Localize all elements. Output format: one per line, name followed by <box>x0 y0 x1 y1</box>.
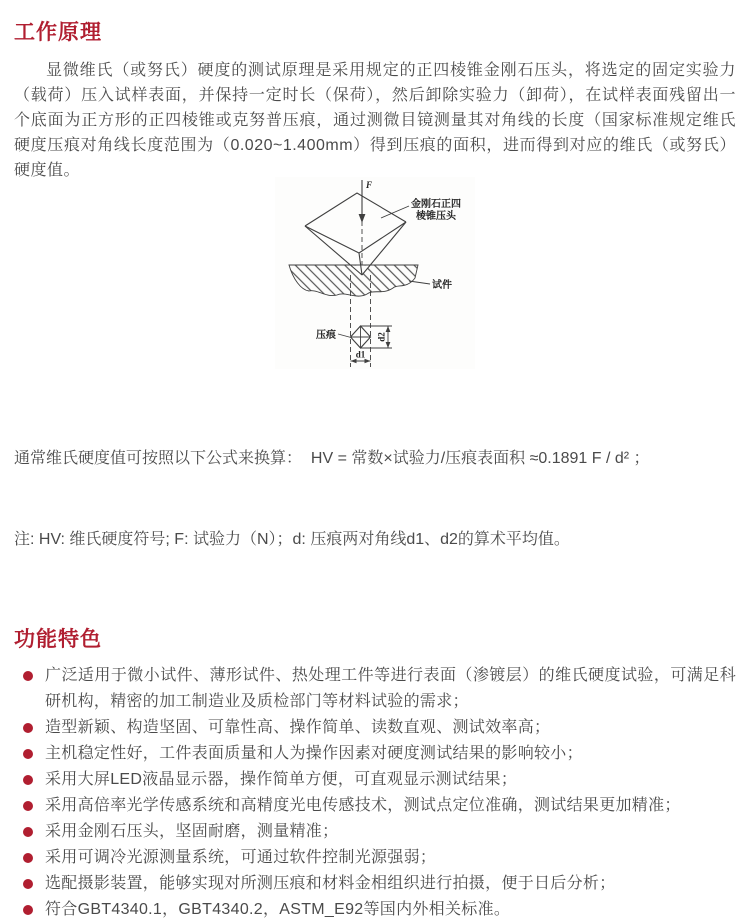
specimen-label-group <box>409 278 452 291</box>
indenter-label <box>381 197 461 222</box>
list-item <box>14 819 736 845</box>
working-principle-heading: 工作原理 <box>14 21 102 44</box>
d1-dimension <box>351 350 371 364</box>
list-item-text: 符合GBT4340.1，GBT4340.2，ASTM_E92等国内外相关标准。 <box>45 901 511 918</box>
bullet-icon <box>23 749 33 759</box>
list-item <box>14 793 736 819</box>
bullet-icon <box>23 723 33 733</box>
list-item-text: 采用大屏LED液晶显示器，操作简单方便，可直观显示测试结果； <box>45 771 518 788</box>
indentation-label-group <box>316 328 351 341</box>
force-arrow <box>359 180 372 223</box>
indenter-diagram <box>275 177 475 369</box>
features-heading: 功能特色 <box>14 628 102 651</box>
list-item-text: 选配摄影装置，能够实现对所测压痕和材料金相组织进行拍摄，便于日后分析； <box>45 875 616 892</box>
list-item <box>14 897 736 923</box>
list-item-text: 造型新颖、构造坚固、可靠性高、操作简单、读数直观、测试效率高； <box>45 719 551 736</box>
bullet-icon <box>23 827 33 837</box>
d1-label: d1 <box>355 349 366 360</box>
specimen-block <box>289 265 418 296</box>
list-item <box>14 871 736 897</box>
force-label: F <box>366 180 373 190</box>
list-item-text: 采用可调冷光源测量系统，可通过软件控制光源强弱； <box>45 849 437 866</box>
d2-label: d2 <box>376 332 387 342</box>
indenter-label-line2: 棱锥压头 <box>416 211 456 222</box>
bullet-icon <box>23 775 33 785</box>
indenter-diagram-figure <box>275 177 475 369</box>
bullet-icon <box>23 801 33 811</box>
pyramid-indenter <box>305 193 406 275</box>
working-principle-paragraph: 显微维氏（或努氏）硬度的测试原理是采用规定的正四棱锥金刚石压头，将选定的固定实验力（载荷）压入试样表面，并保持一定时长（保荷），然后卸除实验力（卸荷），在试样表面残留出一个底面为正方形的正四棱锥或克努普压痕，通过测微目镜测量其对角线的长度（国家标准规定维氏硬度压痕对角线长度范围为（0.020~1.400mm）得到压痕的面积，进而得到对应的维氏（或努氏）硬度值。 <box>14 62 736 179</box>
list-item <box>14 741 736 767</box>
list-item-text: 主机稳定性好，工件表面质量和人为操作因素对硬度测试结果的影响较小； <box>45 745 583 762</box>
list-item <box>14 845 736 871</box>
features-list <box>14 663 736 923</box>
list-item-text: 广泛适用于微小试件、薄形试件、热处理工件等进行表面（渗镀层）的维氏硬度试验，可满足科研机构，精密的加工制造业及质检部门等材料试验的需求； <box>45 667 736 710</box>
formula-block <box>14 391 736 607</box>
list-item <box>14 663 736 715</box>
indenter-label-line1: 金刚石正四 <box>411 199 461 210</box>
bullet-icon <box>23 879 33 889</box>
list-item-text: 采用金刚石压头，坚固耐磨，测量精准； <box>45 823 339 840</box>
list-item <box>14 715 736 741</box>
list-item-text: 采用高倍率光学传感系统和高精度光电传感技术，测试点定位准确，测试结果更加精准； <box>45 797 681 814</box>
indentation-shape <box>351 326 371 348</box>
formula-line: 通常维氏硬度值可按照以下公式来换算： HV = 常数×试验力/压痕表面积 ≈0.1891 F / d² ； <box>14 450 650 467</box>
indentation-label: 压痕 <box>316 330 336 341</box>
bullet-icon <box>23 671 33 681</box>
specimen-label: 试件 <box>432 280 452 291</box>
bullet-icon <box>23 905 33 915</box>
bullet-icon <box>23 853 33 863</box>
formula-note: 注: HV: 维氏硬度符号; F: 试验力（N）；d: 压痕两对角线d1、d2的算术平均值。 <box>14 531 570 548</box>
list-item <box>14 767 736 793</box>
